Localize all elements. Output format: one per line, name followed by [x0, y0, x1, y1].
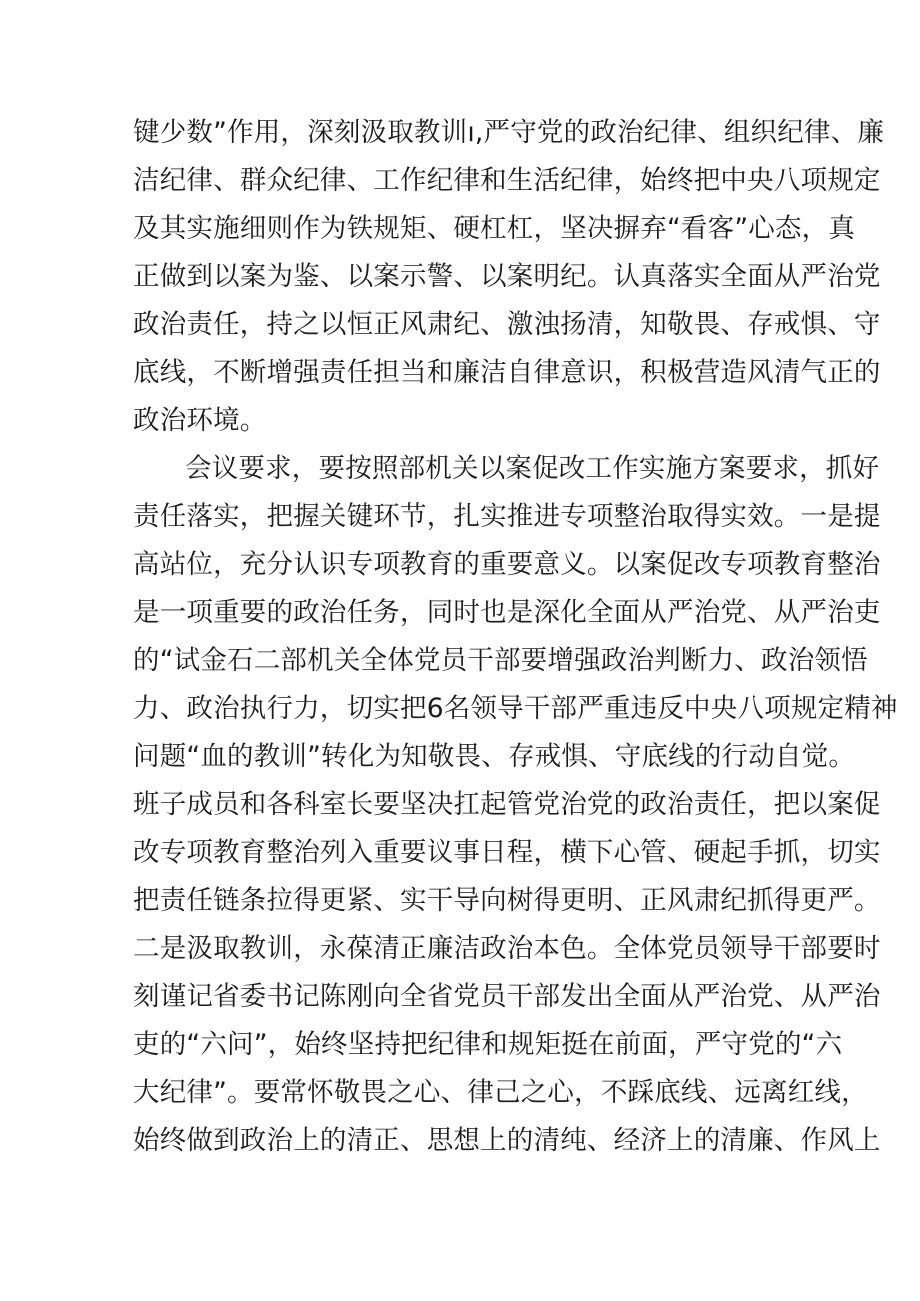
text-line: 键少数”作用，深刻汲取教训ı,严守党的政治纪律、组织纪律、廉	[133, 117, 885, 148]
text-line: 班子成员和各科室长要坚决扛起管党治党的政治责任，把以案促	[133, 789, 881, 820]
text-line: 正做到以案为鉴、以案示警、以案明纪。认真落实全面从严治党	[133, 261, 881, 292]
text-line: 责任落实，把握关键环节，扎实推进专项整治取得实效。一是提	[133, 501, 881, 532]
text-line: 洁纪律、群众纪律、工作纪律和生活纪律，始终把中央八项规定	[133, 165, 881, 196]
text-line: 吏的“六问”，始终坚持把纪律和规矩挺在前面，严守党的“六	[133, 1029, 843, 1060]
text-line: 问题“血的教训”转化为知敬畏、存戒惧、守底线的行动自觉。	[133, 741, 856, 772]
text-line: 的“试金石二部机关全体党员干部要增强政治判断力、政治领悟	[133, 645, 868, 676]
text-line: 力、政治执行力，切实把6名领导干部严重违反中央八项规定精神	[133, 693, 898, 724]
text-line: 及其实施细则作为铁规矩、硬杠杠，坚决摒弃“看客”心态，真	[133, 213, 856, 244]
text-line: 高站位，充分认识专项教育的重要意义。以案促改专项教育整治	[133, 549, 881, 580]
text-line: 把责任链条拉得更紧、实干导向树得更明、正风肃纪抓得更严。	[133, 885, 881, 916]
text-line: 政治责任，持之以恒正风肃纪、激浊扬清，知敬畏、存戒惧、守	[133, 309, 881, 340]
text-line: 始终做到政治上的清正、思想上的清纯、经济上的清廉、作风上	[133, 1125, 881, 1156]
text-line: 底线，不断增强责任担当和廉洁自律意识，积极营造风清气正的	[133, 357, 881, 388]
text-line: 刻谨记省委书记陈刚向全省党员干部发出全面从严治党、从严治	[133, 981, 881, 1012]
text-line: 改专项教育整治列入重要议事日程，横下心管、硬起手抓，切实	[133, 837, 881, 868]
text-line: 是一项重要的政治任务，同时也是深化全面从严治党、从严治吏	[133, 597, 881, 628]
text-line: 大纪律”。要常怀敬畏之心、律己之心，不踩底线、远离红线，	[133, 1077, 868, 1108]
text-line: 政治环境。	[133, 405, 267, 436]
text-line: 会议要求，要按照部机关以案促改工作实施方案要求，抓好	[185, 453, 880, 484]
text-line: 二是汲取教训，永葆清正廉洁政治本色。全体党员领导干部要时	[133, 933, 881, 964]
